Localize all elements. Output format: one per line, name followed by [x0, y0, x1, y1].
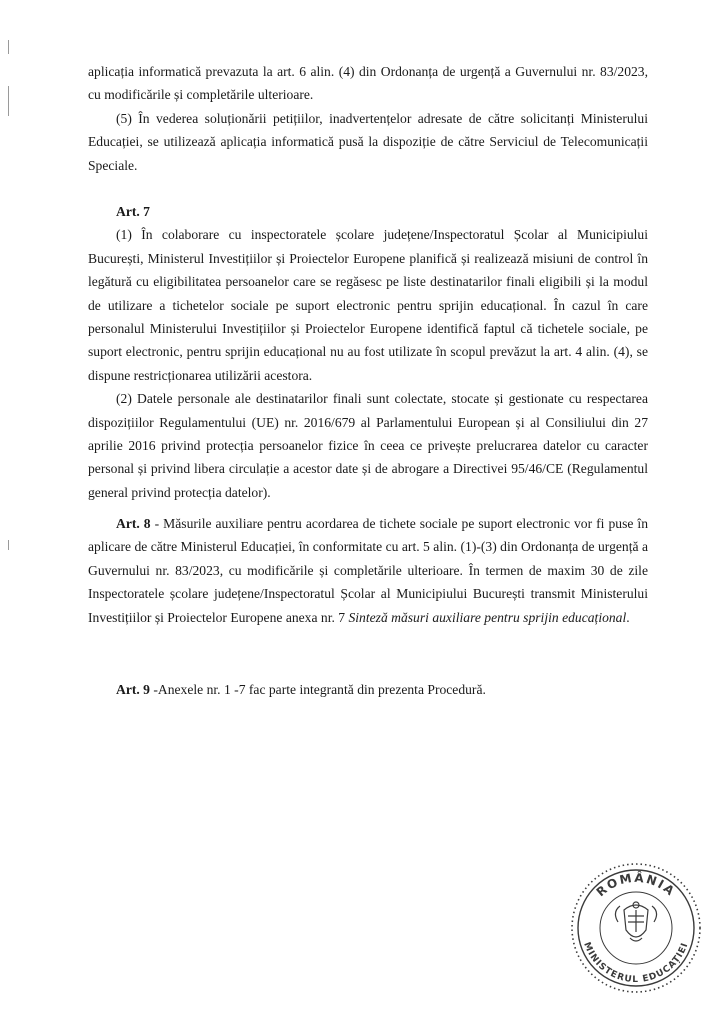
ministry-stamp: [566, 858, 706, 998]
article-8-label: Art. 8: [116, 516, 151, 531]
article-7: [88, 200, 648, 504]
article-8: [88, 512, 648, 629]
article-8-end: .: [626, 609, 630, 625]
paragraph-continued: aplicația informatică prevazuta la art. 6 alin. (4) din Ordonanța de urgență a Guvernului nr. 83/2023, cu modificările și completările ulterioare.: [88, 64, 648, 103]
article-8-body: - Măsurile auxiliare pentru acordarea de tichete sociale pe suport electronic vor fi puse în aplicare de către Ministerul Educației, în conformitate cu art. 5 alin. (1)-(3) din Ordonanța de urgență a Guvernului nr. 83/2023, cu modificările și completările ulterioare. În termen de maxim 30 de zile Inspectoratele școlare județene/Inspectoratul Școlar al Municipiului București transmit Ministerului Investițiilor și Proiectelor Europene anexa nr. 7: [88, 516, 648, 625]
scan-mark: [8, 86, 9, 116]
coat-of-arms-icon: [615, 902, 656, 941]
article-7-heading: Art. 7: [116, 204, 150, 219]
stamp-top-text: ROMÂNIA: [593, 870, 679, 900]
paragraph-5: (5) În vederea soluționării petițiilor, inadvertențelor adresate de către solicitanți Ministerului Educației, se utilizează aplicația informatică pusă la dispoziție de către Serviciul de Telecomunicații Speciale.: [88, 110, 648, 173]
annex-7-title: Sinteză măsuri auxiliare pentru sprijin educațional: [348, 609, 627, 625]
article-9-body: -Anexele nr. 1 -7 fac parte integrantă din prezenta Procedură.: [149, 682, 486, 697]
stamp-bottom-text: MINISTERUL EDUCAȚIEI: [581, 940, 691, 986]
scan-mark: [8, 40, 9, 54]
scan-mark: [8, 540, 9, 550]
article-7-paragraph-2: (2) Datele personale ale destinatarilor finali sunt colectate, stocate și gestionate cu respectarea dispozițiilor Regulamentului (UE) nr. 2016/679 al Parlamentului European și al Consiliului din 27 aprilie 2016 privind protecția persoanelor fizice în ceea ce privește prelucrarea datelor cu caracter personal și privind libera circulație a acestor date și de abrogare a Directivei 95/46/CE (Regulamentul general privind protecția datelor).: [88, 391, 648, 500]
svg-text:ROMÂNIA: [594, 870, 679, 900]
article-7-paragraph-1: (1) În colaborare cu inspectoratele școlare județene/Inspectoratul Școlar al Municipiului București, Ministerul Investițiilor și Proiectelor Europene planifică și realizează misiuni de control în legătură cu eligibilitatea persoanelor care se regăsesc pe liste destinatarilor finali eligibili și la modul de utilizare a tichetelor sociale pe suport electronic pentru sprijin educațional. În cazul în care personalul Ministerului Investițiilor și Proiectelor Europene identifică faptul că tichetele sociale, pe suport electronic, pentru sprijin educațional nu au fost utilizate în scopul prevăzut la art. 4 alin. (4), se dispune restricționarea utilizării acestora.: [88, 227, 648, 383]
text-block-top: [88, 60, 648, 177]
article-8-paragraph: [88, 512, 648, 629]
article-9-paragraph: [88, 678, 648, 701]
article-9: [88, 678, 648, 701]
article-9-label: Art. 9: [116, 682, 150, 697]
